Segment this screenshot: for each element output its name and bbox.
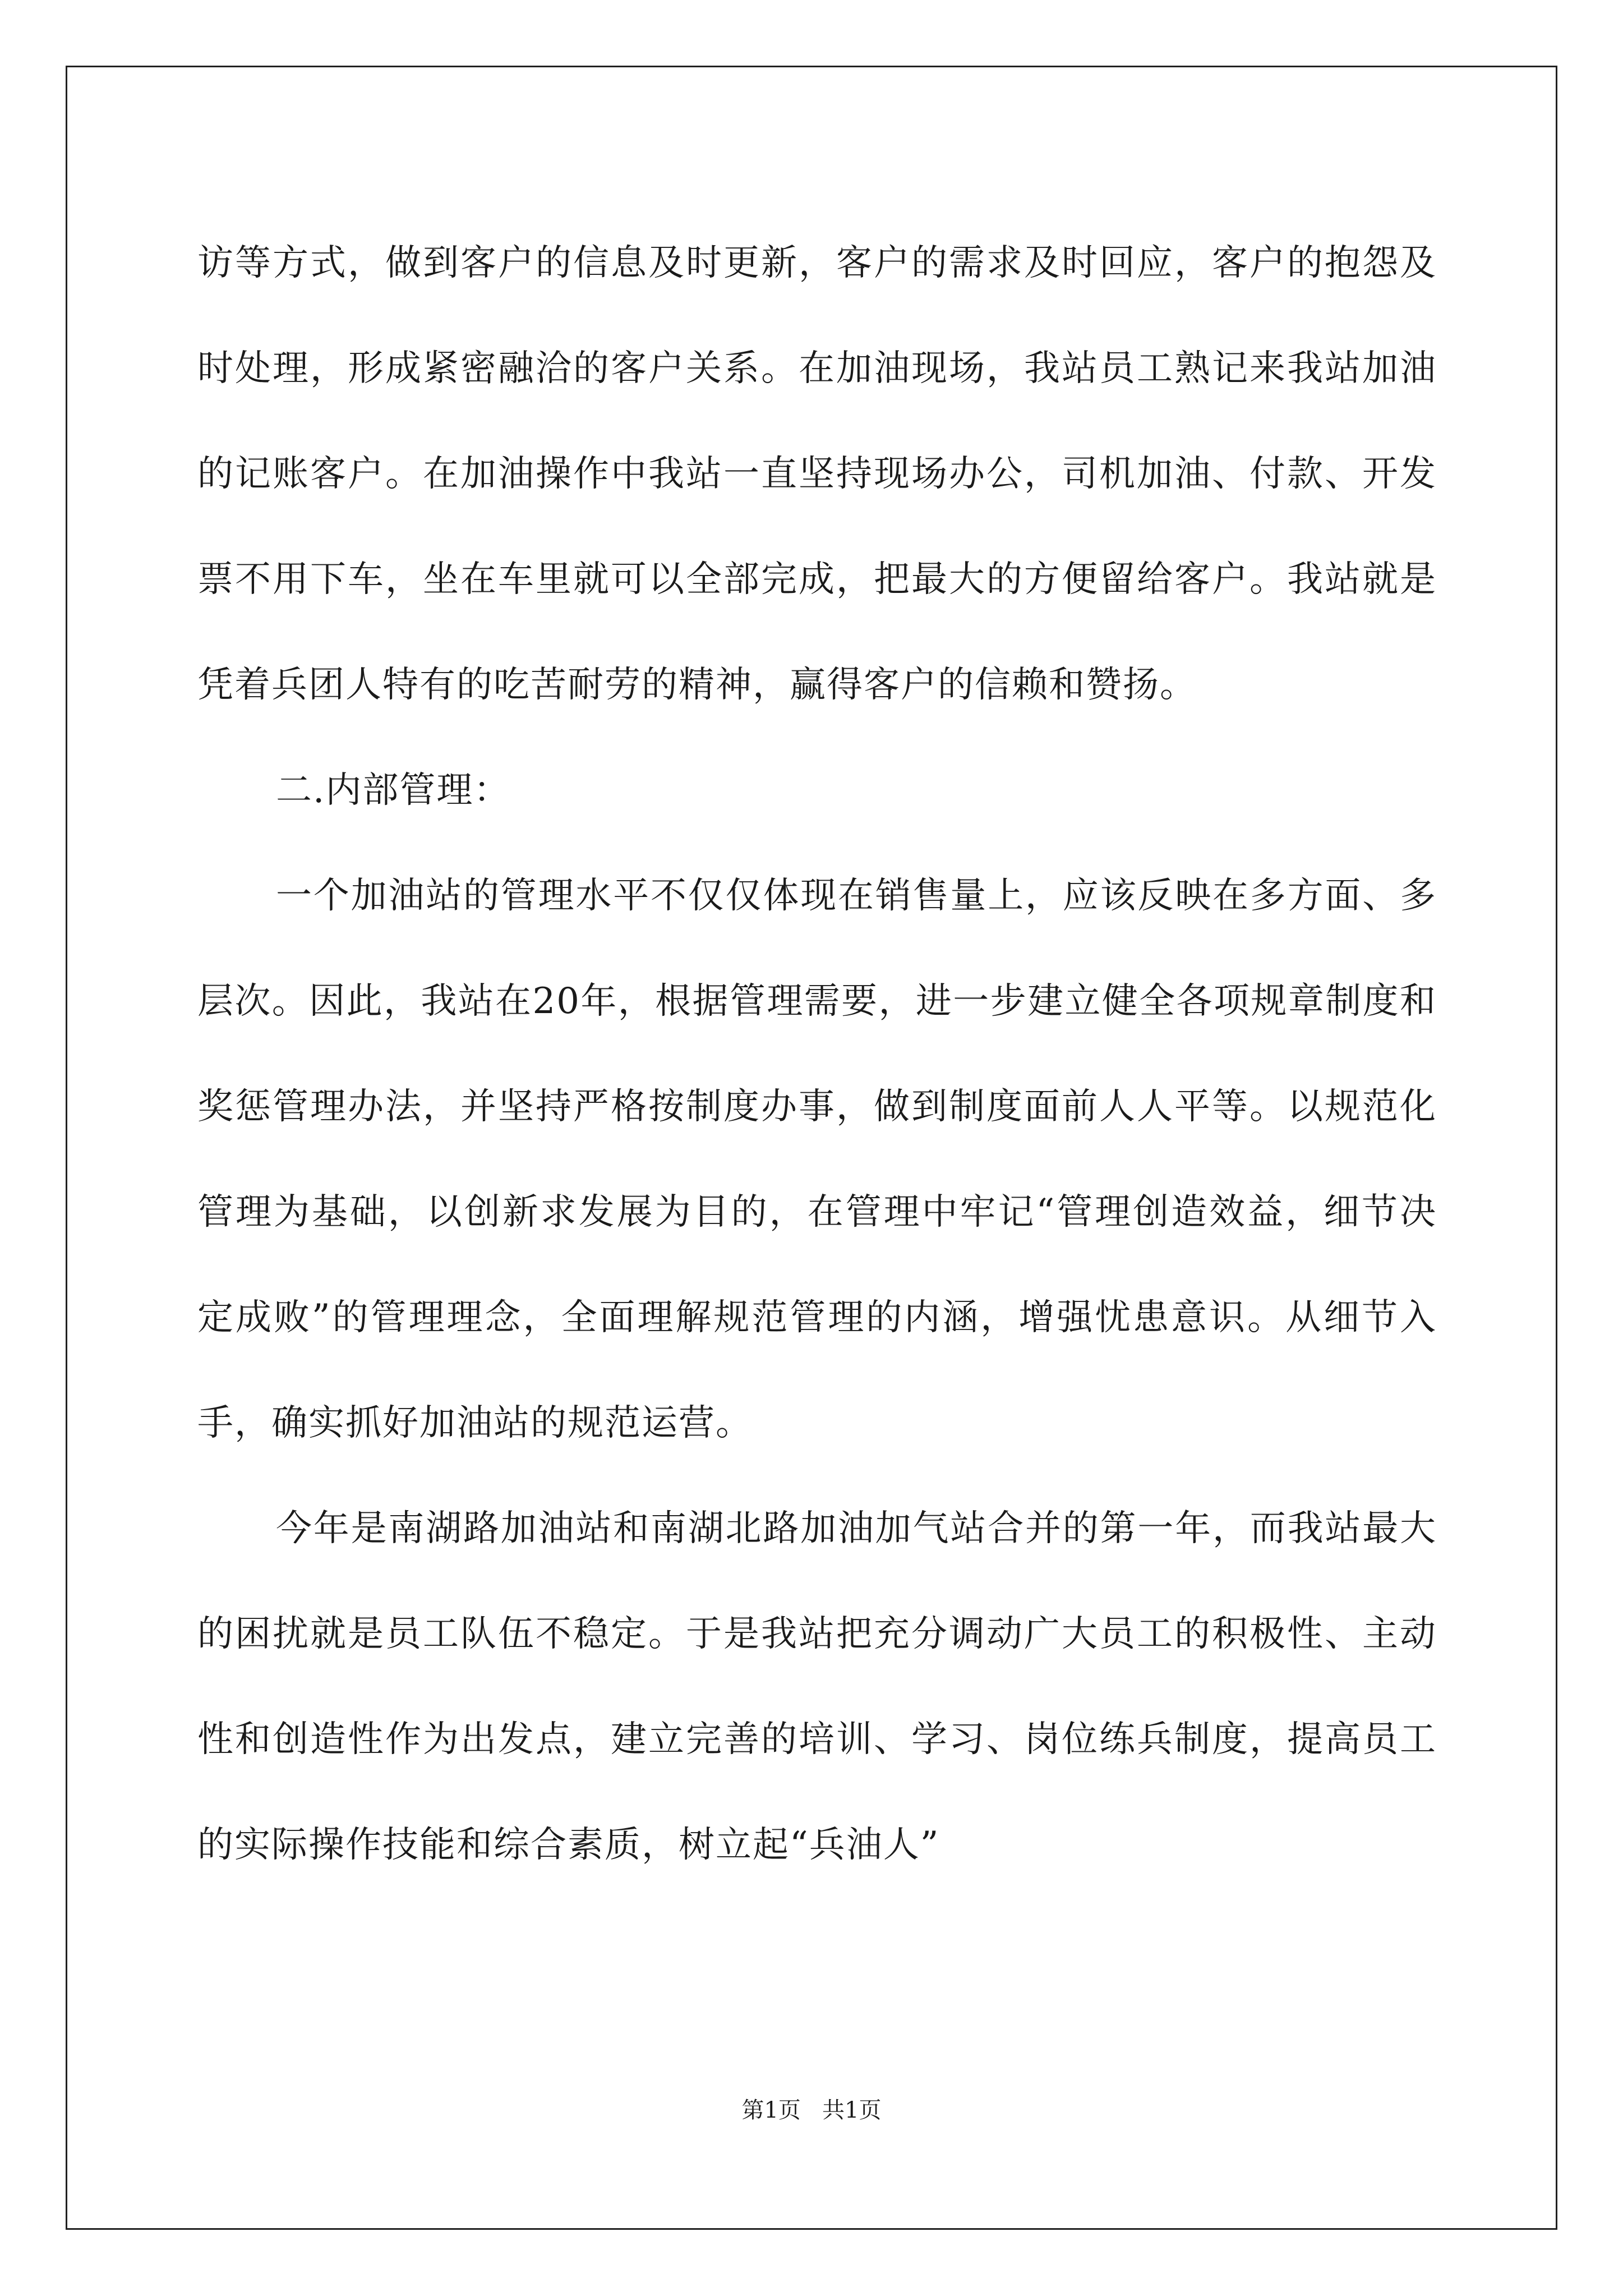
document-body <box>197 210 1437 1898</box>
paragraph-customer-service: 访等方式，做到客户的信息及时更新，客户的需求及时回应，客户的抱怨及时处理，形成紧密融洽的客户关系。在加油现场，我站员工熟记来我站加油的记账客户。在加油操作中我站一直坚持现场办公，司机加油、付款、开发票不用下车，坐在车里就可以全部完成，把最大的方便留给客户。我站就是凭着兵团人特有的吃苦耐劳的精神，赢得客户的信赖和赞扬。 <box>197 242 1437 706</box>
paragraph-station-merger: 今年是南湖路加油站和南湖北路加油加气站合并的第一年，而我站最大的困扰就是员工队伍不稳定。于是我站把充分调动广大员工的积极性、主动性和创造性作为出发点，建立完善的培训、学习、岗位练兵制度，提高员工的实际操作技能和综合素质，树立起“兵油人” <box>197 1508 1437 1866</box>
page-number-footer: 第1页 共1页 <box>741 2097 882 2123</box>
paragraph-management-level: 一个加油站的管理水平不仅仅体现在销售量上，应该反映在多方面、多层次。因此，我站在20年，根据管理需要，进一步建立健全各项规章制度和奖惩管理办法，并坚持严格按制度办事，做到制度面前人人平等。以规范化管理为基础，以创新求发展为目的，在管理中牢记“管理创造效益，细节决定成败”的管理理念，全面理解规范管理的内涵，增强忧患意识。从细节入手，确实抓好加油站的规范运营。 <box>197 875 1437 1444</box>
section-heading-internal-management: 二.内部管理： <box>276 770 511 811</box>
